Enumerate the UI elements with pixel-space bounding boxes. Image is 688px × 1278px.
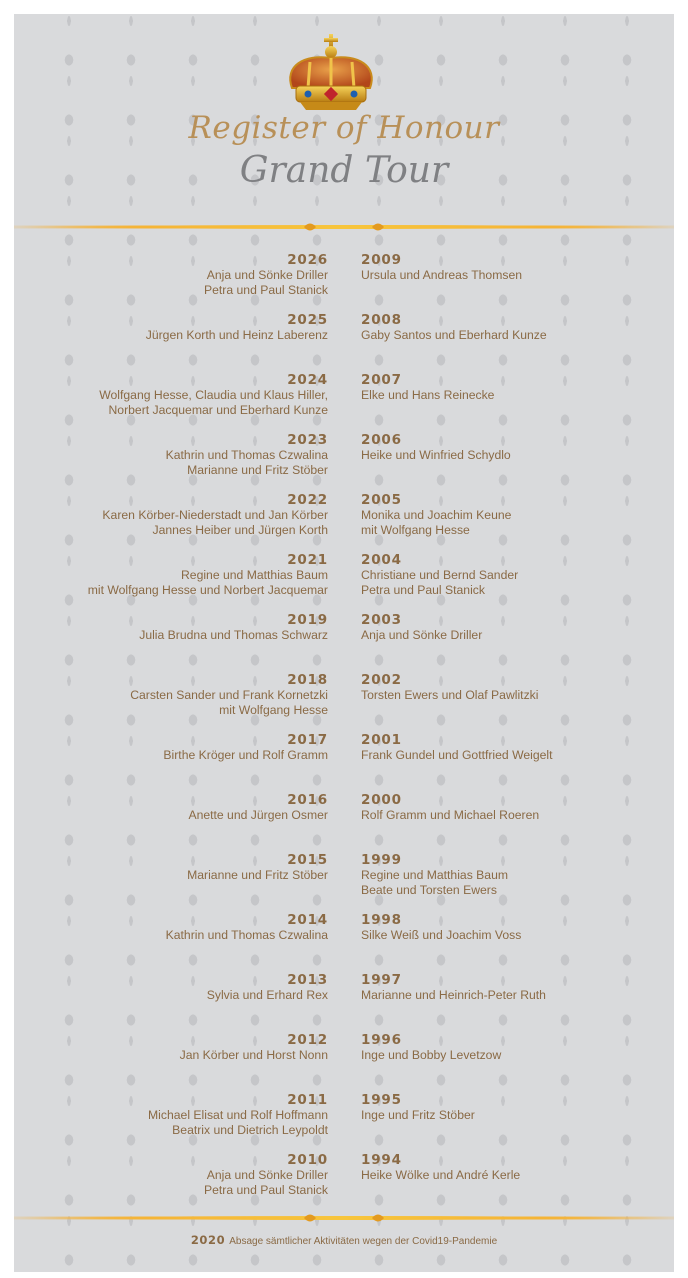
entry-2002 [361, 672, 661, 732]
top-divider [14, 220, 674, 234]
names: Regine und Matthias Baum [361, 868, 509, 882]
footer-year: 2020 [190, 1233, 226, 1247]
names: mit Wolfgang Hesse [361, 523, 470, 537]
entry-2025 [20, 312, 328, 372]
title-register-of-honour: Register of Honour [188, 110, 500, 146]
names: Marianne und Heinrich-Peter Ruth [361, 988, 546, 1002]
names: Anette und Jürgen Osmer [188, 808, 328, 822]
year: 2003 [361, 612, 402, 628]
names: Jan Körber und Horst Nonn [179, 1048, 328, 1062]
entry-2015 [20, 852, 328, 912]
names: Kathrin und Thomas Czwalina [165, 928, 328, 942]
names: Marianne und Fritz Stöber [187, 463, 328, 477]
right-column [361, 252, 661, 1212]
year: 1996 [361, 1032, 402, 1048]
names: Petra und Paul Stanick [204, 1183, 328, 1197]
year: 2023 [287, 432, 328, 448]
entry-2010 [20, 1152, 328, 1212]
year: 2019 [287, 612, 328, 628]
names: Beate und Torsten Ewers [361, 883, 497, 897]
names: Gaby Santos und Eberhard Kunze [361, 328, 547, 342]
names: Elke und Hans Reinecke [361, 388, 495, 402]
names: mit Wolfgang Hesse und Norbert Jacquemar [87, 583, 328, 597]
entry-1997 [361, 972, 661, 1032]
year: 2009 [361, 252, 402, 268]
entry-1998 [361, 912, 661, 972]
names: Carsten Sander und Frank Kornetzki [130, 688, 328, 702]
entry-2004 [361, 552, 661, 612]
names: Ursula und Andreas Thomsen [361, 268, 523, 282]
entry-2008 [361, 312, 661, 372]
year: 1997 [361, 972, 402, 988]
entry-2001 [361, 732, 661, 792]
entry-2022 [20, 492, 328, 552]
names: Anja und Sönke Driller [206, 268, 328, 282]
year: 2017 [287, 732, 328, 748]
year: 2010 [287, 1152, 328, 1168]
names: Monika und Joachim Keune [361, 508, 512, 522]
names: Christiane und Bernd Sander [361, 568, 519, 582]
entry-2012 [20, 1032, 328, 1092]
year: 2012 [287, 1032, 328, 1048]
year: 2002 [361, 672, 402, 688]
bottom-divider [14, 1211, 674, 1225]
year: 2025 [287, 312, 328, 328]
year: 1999 [361, 852, 402, 868]
names: Marianne und Fritz Stöber [187, 868, 328, 882]
year: 2022 [287, 492, 328, 508]
entry-2005 [361, 492, 661, 552]
entry-2011 [20, 1092, 328, 1152]
year: 2004 [361, 552, 402, 568]
year: 2014 [287, 912, 328, 928]
entry-2019 [20, 612, 328, 672]
year: 2008 [361, 312, 402, 328]
entry-2009 [361, 252, 661, 312]
year: 2000 [361, 792, 402, 808]
entry-2016 [20, 792, 328, 852]
year: 2026 [287, 252, 328, 268]
year: 1998 [361, 912, 402, 928]
names: Heike und Winfried Schydlo [361, 448, 511, 462]
crown-icon [278, 30, 384, 120]
entry-1995 [361, 1092, 661, 1152]
entry-1999 [361, 852, 661, 912]
entry-2021 [20, 552, 328, 612]
names: Anja und Sönke Driller [206, 1168, 328, 1182]
names: Wolfgang Hesse, Claudia und Klaus Hiller, [99, 388, 328, 402]
entry-2017 [20, 732, 328, 792]
names: Inge und Bobby Levetzow [361, 1048, 502, 1062]
year: 2018 [287, 672, 328, 688]
names: Kathrin und Thomas Czwalina [165, 448, 328, 462]
names: Rolf Gramm und Michael Roeren [361, 808, 540, 822]
year: 2024 [287, 372, 328, 388]
entry-2000 [361, 792, 661, 852]
year: 2021 [287, 552, 328, 568]
footer-note [0, 1233, 688, 1247]
names: Sylvia und Erhard Rex [206, 988, 328, 1002]
entry-2018 [20, 672, 328, 732]
names: Karen Körber-Niederstadt und Jan Körber [102, 508, 328, 522]
names: Heike Wölke und André Kerle [361, 1168, 521, 1182]
entry-2024 [20, 372, 328, 432]
names: Silke Weiß und Joachim Voss [361, 928, 522, 942]
names: Frank Gundel und Gottfried Weigelt [361, 748, 553, 762]
names: Inge und Fritz Stöber [361, 1108, 475, 1122]
year: 2001 [361, 732, 402, 748]
entry-1994 [361, 1152, 661, 1212]
entry-2006 [361, 432, 661, 492]
year: 2016 [287, 792, 328, 808]
year: 1994 [361, 1152, 402, 1168]
year: 2007 [361, 372, 402, 388]
entry-2013 [20, 972, 328, 1032]
entry-2023 [20, 432, 328, 492]
year: 1995 [361, 1092, 402, 1108]
entry-2026 [20, 252, 328, 312]
names: Beatrix und Dietrich Leypoldt [172, 1123, 328, 1137]
entry-2014 [20, 912, 328, 972]
entry-1996 [361, 1032, 661, 1092]
names: Birthe Kröger und Rolf Gramm [163, 748, 328, 762]
names: Anja und Sönke Driller [361, 628, 483, 642]
title-grand-tour: Grand Tour [239, 150, 449, 191]
names: Jannes Heiber und Jürgen Korth [152, 523, 328, 537]
entry-2003 [361, 612, 661, 672]
names: Petra und Paul Stanick [204, 283, 328, 297]
year: 2005 [361, 492, 402, 508]
year: 2013 [287, 972, 328, 988]
year: 2011 [287, 1092, 328, 1108]
names: Norbert Jacquemar und Eberhard Kunze [108, 403, 328, 417]
names: Michael Elisat und Rolf Hoffmann [148, 1108, 328, 1122]
year: 2006 [361, 432, 402, 448]
names: Petra und Paul Stanick [361, 583, 485, 597]
names: Torsten Ewers und Olaf Pawlitzki [361, 688, 539, 702]
names: mit Wolfgang Hesse [219, 703, 328, 717]
footer-text: Absage sämtlicher Aktivitäten wegen der Covid19-Pandemie [229, 1236, 498, 1247]
names: Jürgen Korth und Heinz Laberenz [145, 328, 328, 342]
names: Julia Brudna und Thomas Schwarz [139, 628, 328, 642]
left-column [20, 252, 328, 1212]
names: Regine und Matthias Baum [180, 568, 328, 582]
entry-2007 [361, 372, 661, 432]
year: 2015 [287, 852, 328, 868]
